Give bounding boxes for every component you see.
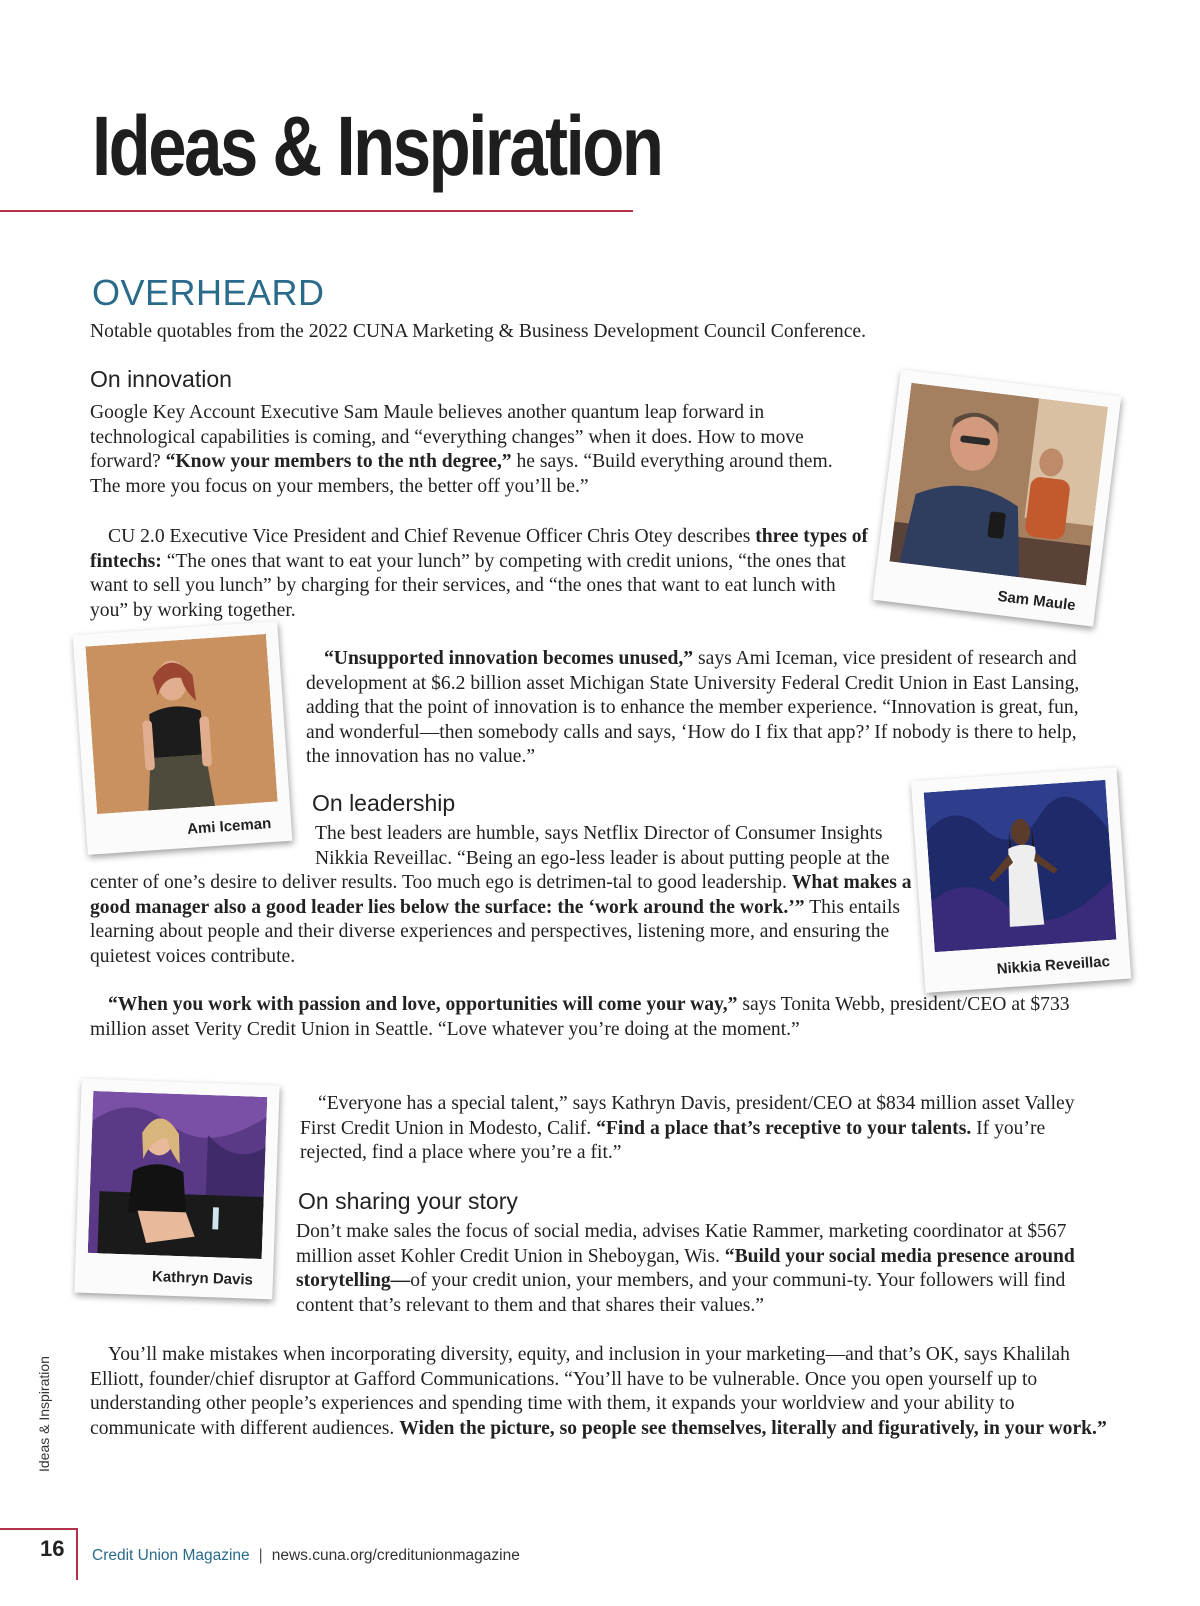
paragraph-katie-rammer: Don’t make sales the focus of social media, advises Katie Rammer, marketing coordinator at $567 million asset Kohler Credit Union in Sheboygan, Wis. “Build your social media presence around storytelling—of your credit union, your members, and your communi-ty. Your followers will find content that’s relevant to them and that shares their values.” — [296, 1221, 1075, 1316]
caption-nikkia-reveillac: Nikkia Reveillac — [996, 953, 1111, 978]
heading-sharing-story: On sharing your story — [298, 1188, 518, 1214]
page-title: Ideas & Inspiration — [92, 99, 662, 193]
side-section-label: Ideas & Inspiration — [36, 1356, 52, 1472]
caption-kathryn-davis: Kathryn Davis — [151, 1268, 254, 1289]
photo-image — [889, 383, 1107, 586]
paragraph-chris-otey: CU 2.0 Executive Vice President and Chief Revenue Officer Chris Otey describes three types of fintechs: “The ones that want to eat your lunch” by competing with credit unions, “the ones that want to sell you lunch” by charging for their services, and “the ones that want to eat lunch with you” by working together. — [90, 526, 869, 621]
heading-leadership: On leadership — [312, 790, 456, 816]
footer-url[interactable]: news.cuna.org/creditunionmagazine — [271, 1547, 520, 1564]
paragraph-ami-iceman: “Unsupported innovation becomes unused,” says Ami Iceman, vice president of research and development at $6.2 billion asset Michigan State University Federal Credit Union in East Lansing, adding that the point of innovation is to enhance the member experience. “Innovation is great, fun, and wonderful—then somebody calls and says, ‘How do I fix that app?’ If nobody is there to help, the innovation has no value.” — [306, 648, 1080, 767]
photo-image — [924, 780, 1117, 952]
paragraph-sam-maule: Google Key Account Executive Sam Maule believes another quantum leap forward in technological capabilities is coming, and “everything changes” when it does. How to move forward? “Know your members to the nth degree,” he says. “Build everything around them. The more you focus on your members, the better off you’ll be.” — [90, 402, 833, 497]
paragraph-khalilah-elliott: You’ll make mistakes when incorporating diversity, equity, and inclusion in your marketing—and that’s OK, says Khalilah Elliott, founder/chief disruptor at Gafford Communications. “You’ll have to be vulnerable. Once you open yourself up to understanding other people’s experiences and spending time with them, it expands your worldview and your ability to communicate with different audiences. Widen the picture, so people see themselves, literally and figuratively, in your work.” — [90, 1344, 1107, 1439]
photo-nikkia-reveillac — [911, 767, 1131, 993]
caption-sam-maule: Sam Maule — [996, 587, 1077, 615]
photo-image — [88, 1091, 268, 1259]
photo-sam-maule — [873, 369, 1122, 626]
paragraph-tonita-webb: “When you work with passion and love, opportunities will come your way,” says Tonita Webb, president/CEO at $733 million asset Verity Credit Union in Seattle. “Love whatever you’re doing at the moment.” — [90, 994, 1070, 1040]
page-number-box — [0, 1528, 78, 1580]
title-rule — [0, 210, 633, 212]
intro-text: Notable quotables from the 2022 CUNA Marketing & Business Development Council Conference. — [90, 321, 866, 342]
footer-magazine-name: Credit Union Magazine — [92, 1547, 250, 1564]
photo-kathryn-davis — [74, 1079, 279, 1300]
page-number: 16 — [40, 1536, 65, 1561]
heading-innovation: On innovation — [90, 366, 232, 392]
section-heading: OVERHEARD — [92, 272, 325, 313]
photo-ami-iceman — [73, 621, 293, 855]
photo-image — [85, 634, 277, 814]
caption-ami-iceman: Ami Iceman — [186, 815, 272, 838]
footer-separator: | — [258, 1547, 263, 1564]
paragraph-kathryn-davis: “Everyone has a special talent,” says Kathryn Davis, president/CEO at $834 million asset Valley First Credit Union in Modesto, Calif. “Find a place that’s receptive to your talents. If you’re rejected, find a place where you’re a fit.” — [300, 1093, 1075, 1163]
footer — [92, 1547, 520, 1565]
paragraph-nikkia-reveillac: The best leaders are humble, says Netflix Director of Consumer Insights Nikkia Reveillac. “Being an ego-less leader is about putting people at the center of one’s desire to deliver results. Too much ego is detrimen-tal to good leadership. What makes a good manager also a good leader lies below the surface: the ‘work around the work.’” This entails learning about people and their diverse experiences and perspectives, listening more, and ensuring the quietest voices contribute. — [90, 823, 912, 967]
